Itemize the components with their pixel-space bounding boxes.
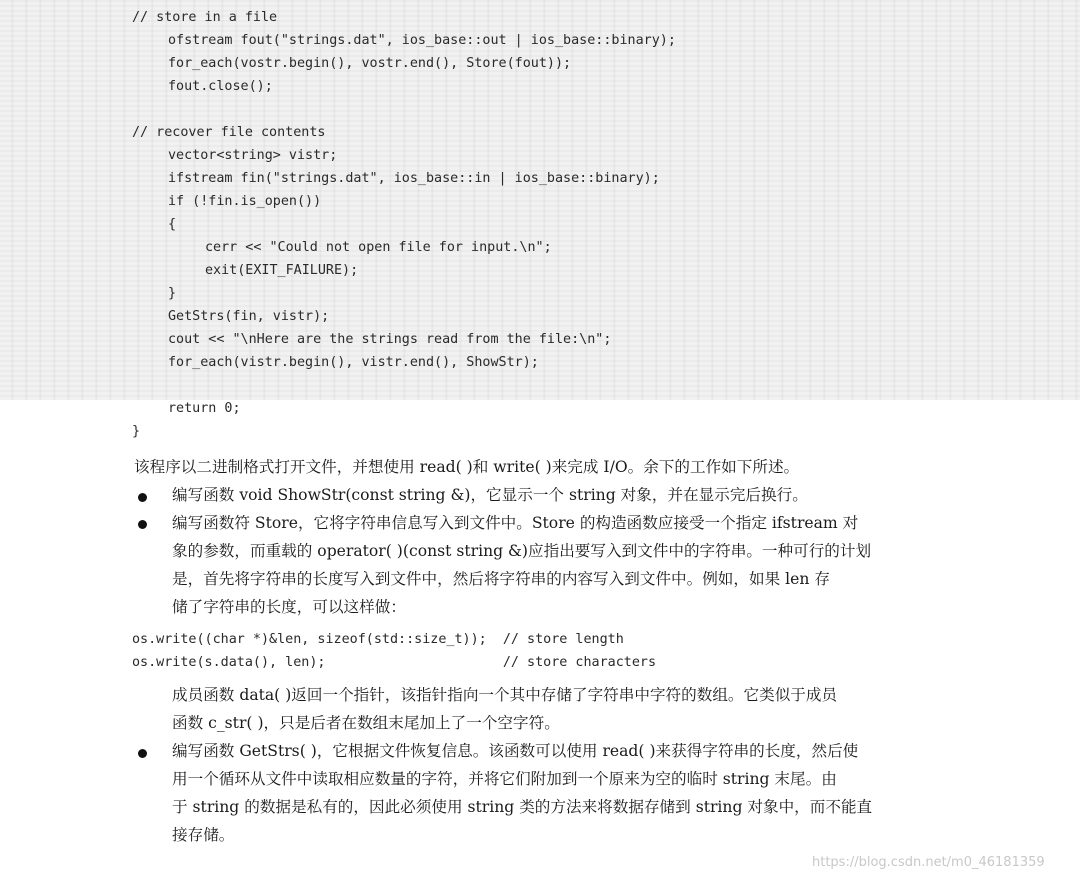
code-line: GetStrs(fin, vistr);: [168, 309, 330, 324]
code-line: ofstream fout("strings.dat", ios_base::out | ios_base::binary);: [168, 33, 676, 48]
bullet-text-line: 编写函数 GetStrs( )，它根据文件恢复信息。该函数可以使用 read( )来获得字符串的长度，然后使: [172, 742, 859, 760]
code-line: fout.close();: [168, 79, 273, 94]
code-line: // store in a file: [132, 10, 278, 25]
bullet-text-line: 接存储。: [172, 826, 235, 844]
code-line: os.write(s.data(), len); // store characters: [132, 655, 657, 670]
code-line: os.write((char *)&len, sizeof(std::size_t)); // store length: [132, 632, 624, 647]
code-line: // recover file contents: [132, 125, 326, 140]
paragraph-line: 成员函数 data( )返回一个指针，该指针指向一个其中存储了字符串中字符的数组。它类似于成员: [172, 686, 838, 704]
bullet-text-line: 于 string 的数据是私有的，因此必须使用 string 类的方法来将数据存储到 string 对象中，而不能直: [172, 798, 873, 816]
bullet-icon: [138, 520, 147, 529]
code-line: if (!fin.is_open()): [168, 194, 322, 209]
watermark-url: https://blog.csdn.net/m0_46181359: [812, 855, 1045, 870]
code-line: cerr << "Could not open file for input.\n";: [205, 240, 552, 255]
code-line: }: [132, 424, 141, 439]
code-line: for_each(vostr.begin(), vostr.end(), Store(fout));: [168, 56, 572, 71]
bullet-text-line: 象的参数，而重载的 operator( )(const string &)应指出要写入到文件中的字符串。一种可行的计划: [172, 542, 872, 560]
paragraph-line: 该程序以二进制格式打开文件，并想使用 read( )和 write( )来完成 I/O。余下的工作如下所述。: [134, 458, 800, 476]
bullet-text-line: 编写函数符 Store，它将字符串信息写入到文件中。Store 的构造函数应接受一个指定 ifstream 对: [172, 514, 859, 532]
code-line: }: [168, 286, 177, 301]
bullet-text-line: 储了字符串的长度，可以这样做：: [172, 598, 406, 616]
bullet-icon: [138, 493, 147, 502]
code-line: exit(EXIT_FAILURE);: [205, 263, 359, 278]
bullet-text-line: 编写函数 void ShowStr(const string &)，它显示一个 string 对象，并在显示完后换行。: [172, 486, 808, 504]
code-line: ifstream fin("strings.dat", ios_base::in | ios_base::binary);: [168, 171, 660, 186]
code-line: cout << "\nHere are the strings read from the file:\n";: [168, 332, 612, 347]
paragraph-line: 函数 c_str( )，只是后者在数组末尾加上了一个空字符。: [172, 714, 560, 732]
code-line: return 0;: [168, 401, 241, 416]
bullet-text-line: 用一个循环从文件中读取相应数量的字符，并将它们附加到一个原来为空的临时 string 末尾。由: [172, 770, 837, 788]
code-line: {: [168, 217, 177, 232]
bullet-text-line: 是，首先将字符串的长度写入到文件中，然后将字符串的内容写入到文件中。例如，如果 len 存: [172, 570, 830, 588]
code-line: for_each(vistr.begin(), vistr.end(), ShowStr);: [168, 355, 539, 370]
bullet-icon: [138, 749, 147, 758]
code-line: vector<string> vistr;: [168, 148, 338, 163]
